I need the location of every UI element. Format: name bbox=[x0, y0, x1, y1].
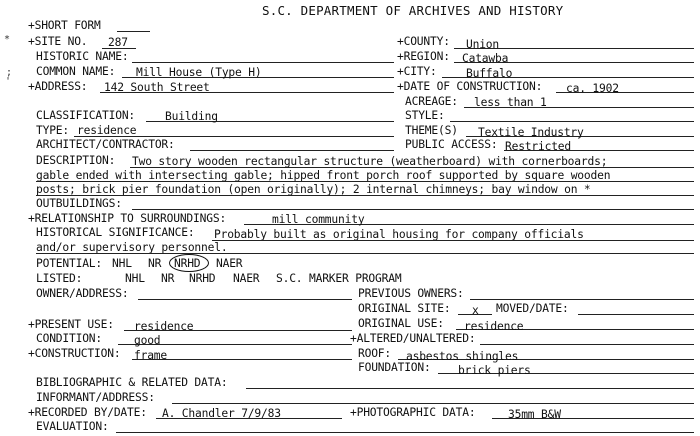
label-roof: ROOF: bbox=[358, 347, 392, 360]
value-photographic: 35mm B&W bbox=[508, 408, 561, 421]
historic-name-line bbox=[132, 62, 394, 63]
margin-mark: ; bbox=[6, 67, 12, 78]
label-owner-address: OWNER/ADDRESS: bbox=[36, 287, 129, 300]
label-date-construction: +DATE OF CONSTRUCTION: bbox=[397, 80, 543, 93]
label-short-form: +SHORT FORM bbox=[28, 19, 101, 32]
value-public-access: Restricted bbox=[505, 140, 572, 153]
value-acreage: less than 1 bbox=[474, 96, 547, 109]
listed-naer: NAER bbox=[233, 272, 260, 285]
potential-nr: NR bbox=[148, 257, 162, 270]
listed-nhl: NHL bbox=[125, 272, 145, 285]
moved-date-line bbox=[578, 314, 694, 315]
potential-nhl: NHL bbox=[112, 257, 132, 270]
form-header: S.C. DEPARTMENT OF ARCHIVES AND HISTORY bbox=[262, 3, 564, 18]
margin-mark: * bbox=[4, 34, 10, 45]
label-original-site: ORIGINAL SITE: bbox=[358, 302, 451, 315]
label-condition: CONDITION: bbox=[36, 332, 103, 345]
value-classification: Building bbox=[165, 110, 218, 123]
label-common-name: COMMON NAME: bbox=[36, 65, 116, 78]
label-foundation: FOUNDATION: bbox=[358, 361, 431, 374]
value-address: 142 South Street bbox=[104, 81, 210, 94]
value-foundation: brick piers bbox=[458, 364, 531, 377]
label-present-use: +PRESENT USE: bbox=[28, 318, 114, 331]
label-listed: LISTED: bbox=[36, 272, 83, 285]
label-photographic: +PHOTOGRAPHIC DATA: bbox=[350, 406, 476, 419]
bibliographic-line bbox=[246, 388, 694, 389]
label-recorded-by: +RECORDED BY/DATE: bbox=[28, 406, 147, 419]
description-line-1 bbox=[130, 167, 694, 168]
label-outbuildings: OUTBUILDINGS: bbox=[36, 197, 122, 210]
significance-line-2 bbox=[36, 253, 694, 254]
label-relationship: +RELATIONSHIP TO SURROUNDINGS: bbox=[28, 212, 227, 225]
value-themes: Textile Industry bbox=[478, 126, 584, 139]
value-common-name: Mill House (Type H) bbox=[136, 66, 262, 79]
description-line-3 bbox=[36, 195, 694, 196]
label-bibliographic: BIBLIOGRAPHIC & RELATED DATA: bbox=[36, 376, 228, 389]
label-site-no: +SITE NO. bbox=[28, 35, 88, 48]
altered-line bbox=[480, 344, 694, 345]
value-roof: asbestos shingles bbox=[406, 350, 519, 363]
value-original-use: residence bbox=[464, 320, 524, 333]
value-county: Union bbox=[466, 38, 500, 51]
label-potential: POTENTIAL: bbox=[36, 257, 103, 270]
label-original-use: ORIGINAL USE: bbox=[358, 317, 444, 330]
label-moved-date: MOVED/DATE: bbox=[496, 302, 569, 315]
value-original-site: x bbox=[472, 304, 479, 317]
label-acreage: ACREAGE: bbox=[405, 95, 458, 108]
listed-nr: NR bbox=[161, 272, 175, 285]
label-city: +CITY: bbox=[397, 65, 437, 78]
label-description: DESCRIPTION: bbox=[36, 154, 116, 167]
outbuildings-line bbox=[132, 209, 694, 210]
selected-circle-mark bbox=[169, 254, 209, 272]
value-region: Catawba bbox=[462, 52, 509, 65]
label-evaluation: EVALUATION: bbox=[36, 420, 109, 433]
label-classification: CLASSIFICATION: bbox=[36, 109, 136, 122]
significance-line-1 bbox=[212, 240, 694, 241]
potential-nrhd: NRHD bbox=[174, 257, 201, 270]
label-architect: ARCHITECT/CONTRACTOR: bbox=[36, 138, 175, 151]
label-address: +ADDRESS: bbox=[28, 80, 88, 93]
short-form-line bbox=[117, 31, 150, 32]
listed-nrhd: NRHD bbox=[189, 272, 216, 285]
value-recorded-by: A. Chandler 7/9/83 bbox=[162, 407, 281, 420]
label-public-access: PUBLIC ACCESS: bbox=[405, 138, 498, 151]
informant-line bbox=[172, 403, 694, 404]
label-type: TYPE: bbox=[36, 124, 70, 137]
value-significance-line-1: Probably built as original housing for company officials bbox=[214, 228, 584, 241]
description-line-2 bbox=[36, 181, 694, 182]
value-relationship: mill community bbox=[272, 213, 365, 226]
value-site-no: 287 bbox=[108, 36, 128, 49]
value-description-line-3: posts; brick pier foundation (open originally); 2 internal chimneys; bay window on * bbox=[36, 183, 591, 196]
previous-owners-line bbox=[470, 299, 694, 300]
margin-mark: ' bbox=[5, 76, 11, 87]
label-style: STYLE: bbox=[405, 109, 445, 122]
owner-address-line bbox=[138, 299, 352, 300]
value-condition: good bbox=[134, 334, 161, 347]
label-historic-name: HISTORIC NAME: bbox=[36, 50, 129, 63]
label-construction: +CONSTRUCTION: bbox=[28, 347, 121, 360]
label-informant: INFORMANT/ADDRESS: bbox=[36, 391, 155, 404]
evaluation-line bbox=[116, 432, 694, 433]
label-themes: THEME(S) bbox=[405, 124, 458, 137]
value-description-line-1: Two story wooden rectangular structure (weatherboard) with cornerboards; bbox=[132, 155, 608, 168]
value-present-use: residence bbox=[134, 320, 194, 333]
label-altered: +ALTERED/UNALTERED: bbox=[350, 332, 476, 345]
architect-line bbox=[190, 150, 394, 151]
label-region: +REGION: bbox=[397, 50, 450, 63]
potential-naer: NAER bbox=[216, 257, 243, 270]
value-construction: frame bbox=[134, 349, 168, 362]
listed-sc-marker: S.C. MARKER PROGRAM bbox=[276, 272, 402, 285]
value-significance-line-2: and/or supervisory personnel. bbox=[36, 241, 228, 254]
style-line bbox=[450, 121, 694, 122]
label-previous-owners: PREVIOUS OWNERS: bbox=[358, 287, 464, 300]
label-county: +COUNTY: bbox=[397, 35, 450, 48]
value-city: Buffalo bbox=[466, 67, 513, 80]
value-type: residence bbox=[77, 124, 137, 137]
value-date-construction: ca. 1902 bbox=[566, 82, 619, 95]
value-description-line-2: gable ended with intersecting gable; hipped front porch roof supported by square wooden bbox=[36, 169, 611, 182]
label-historical-significance: HISTORICAL SIGNIFICANCE: bbox=[36, 226, 195, 239]
